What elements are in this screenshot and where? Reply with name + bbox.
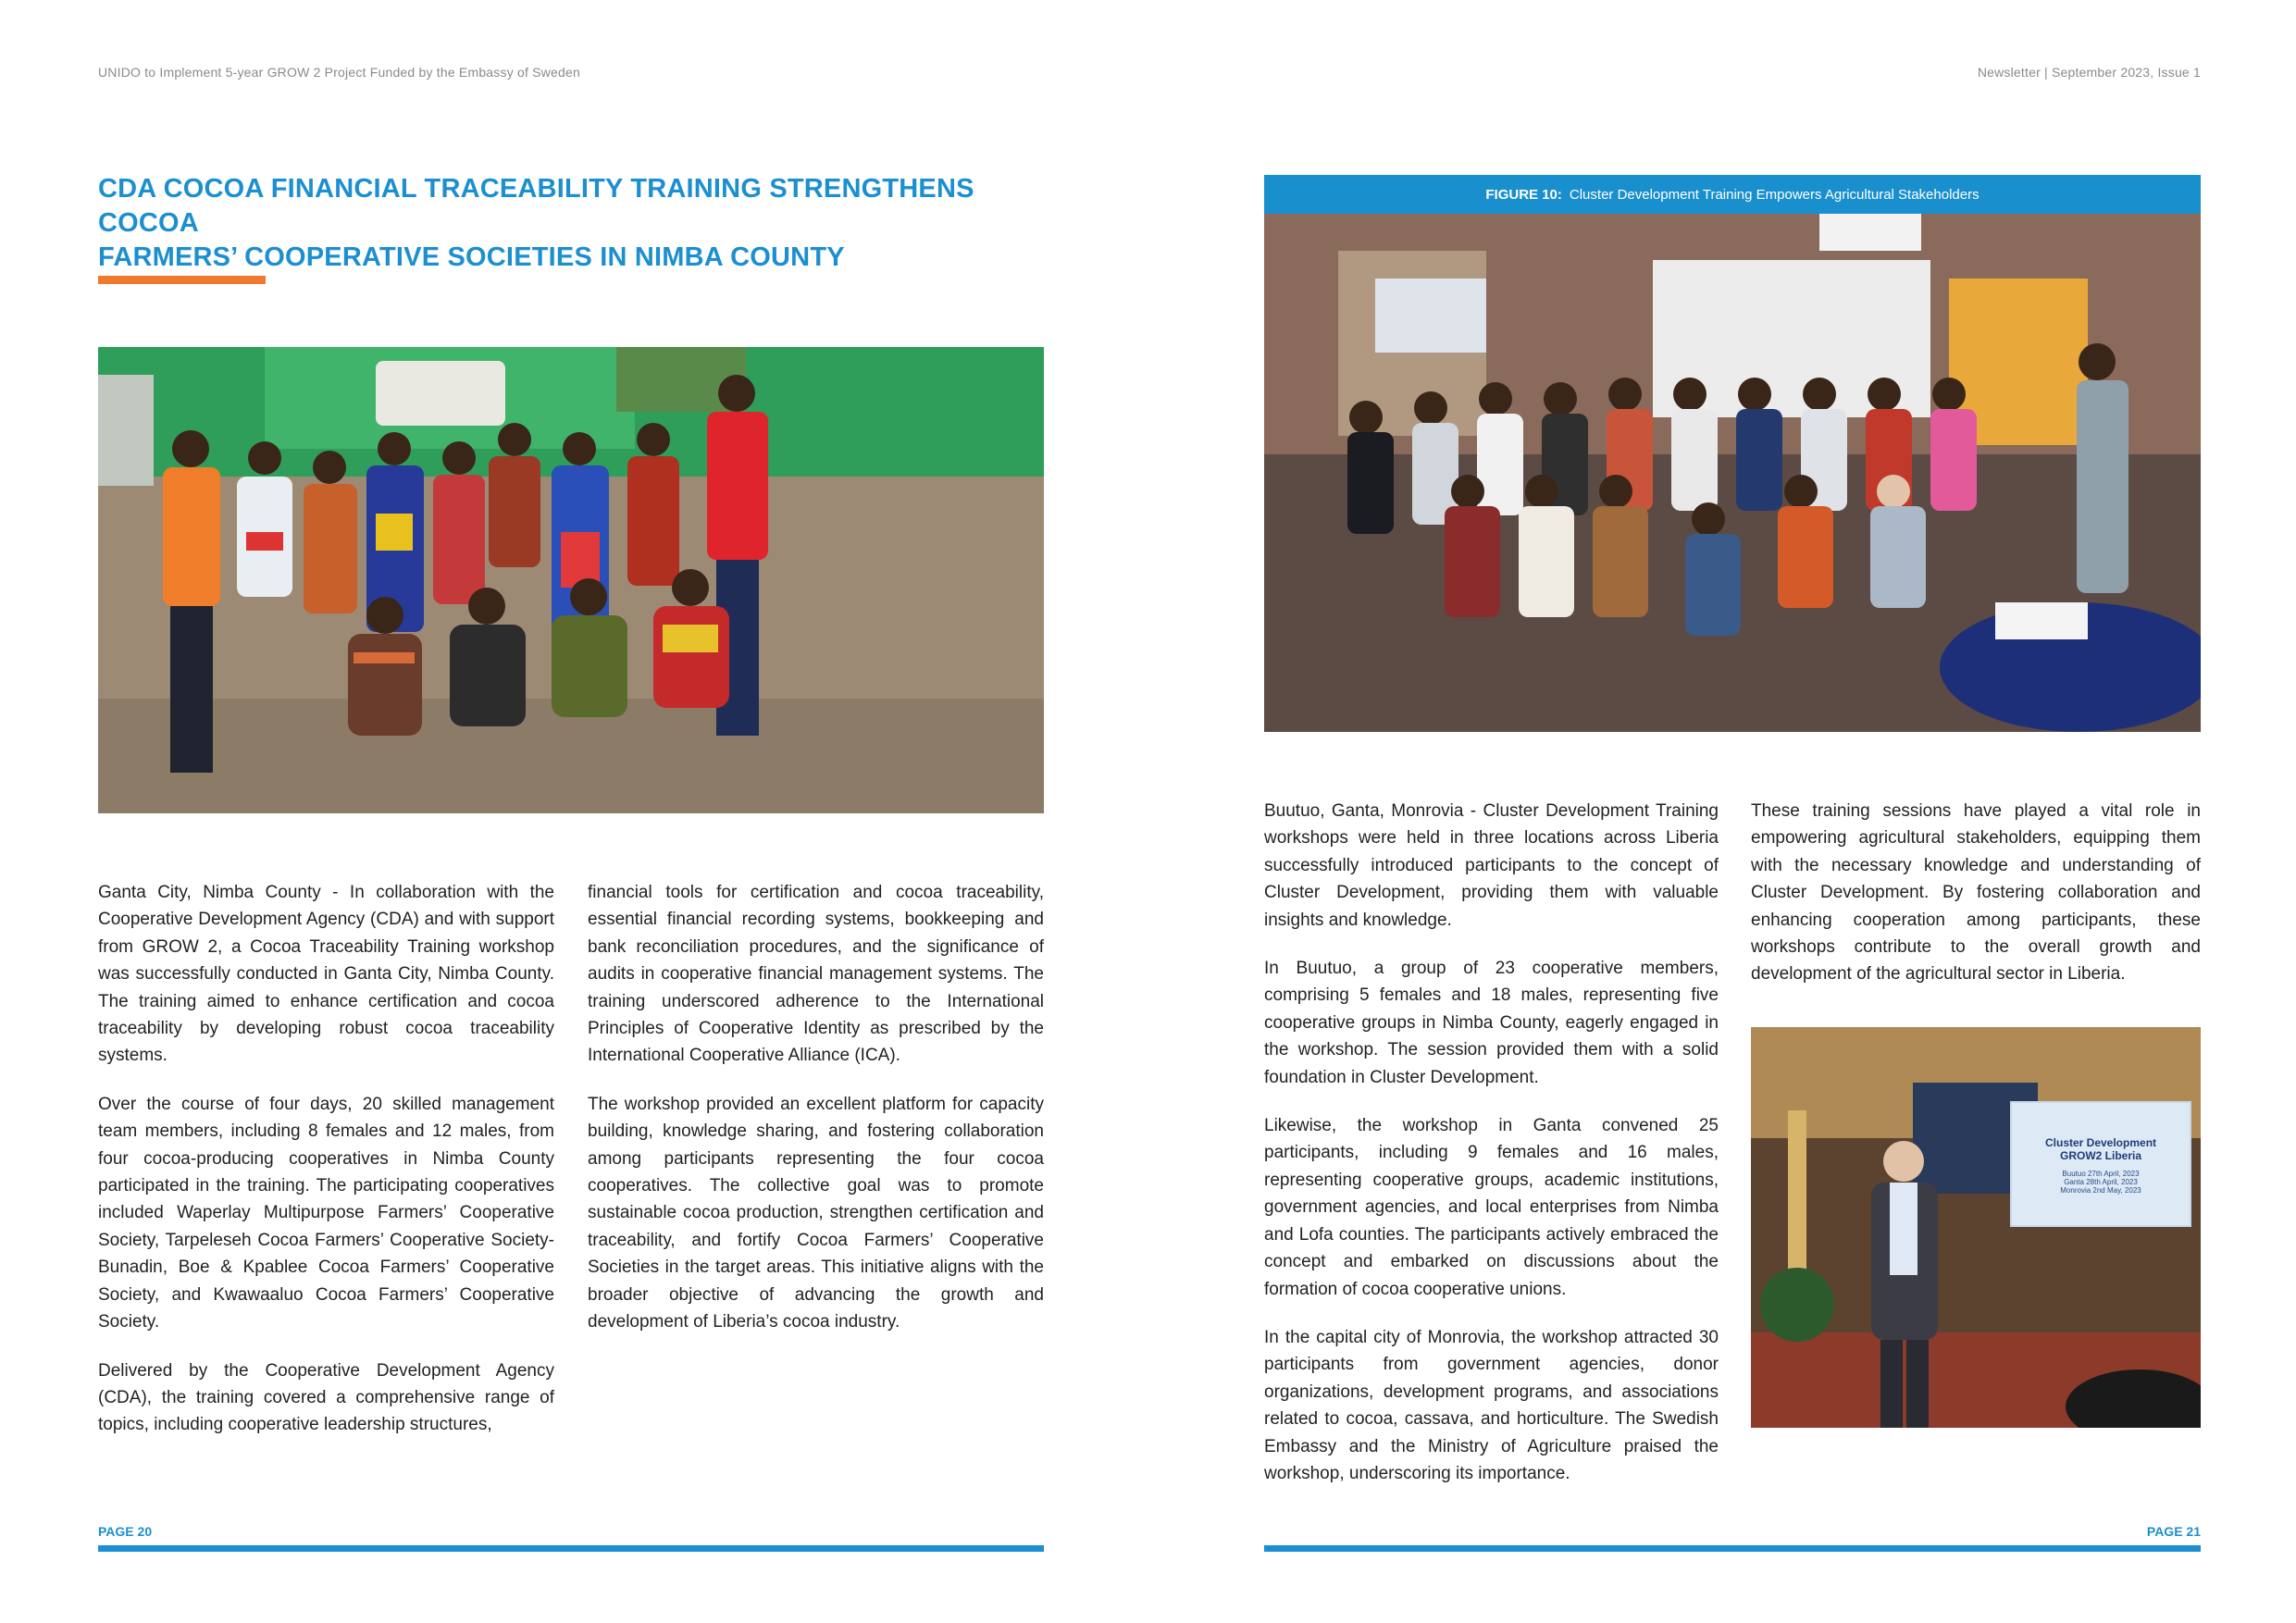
paragraph: Buutuo, Ganta, Monrovia - Cluster Development Training workshops were held in three locations across Liberia successfully introduced participants to the concept of Cluster Development, providing them with valuable insights and knowledge.: [1264, 801, 1719, 930]
article-column-1: [98, 879, 554, 1460]
paragraph: In Buutuo, a group of 23 cooperative members, comprising 5 females and 18 males, representing five cooperative groups in Nimba County, eagerly engaged in the workshop. The session provided them with a solid foundation in Cluster Development.: [1264, 959, 1719, 1087]
projected-slide: [2010, 1101, 2191, 1227]
footer-rule-right: [1264, 1545, 2201, 1552]
paragraph: Delivered by the Cooperative Development Agency (CDA), the training covered a comprehensive range of topics, including cooperative leadership structures,: [98, 1360, 554, 1435]
paragraph: financial tools for certification and cocoa traceability, essential financial recording systems, bookkeeping and bank reconciliation procedures, and the significance of audits in cooperative financial management systems. The training underscored adherence to the International Principles of Cooperative Identity as prescribed by the International Cooperative Alliance (ICA).: [588, 883, 1044, 1066]
slide-title-2: GROW2 Liberia: [2059, 1149, 2141, 1162]
paragraph: The workshop provided an excellent platform for capacity building, knowledge sharing, and fostering collaboration among participants representing the four cocoa cooperatives. The collective goal was to promote sustainable cocoa production, strengthen certification and traceability, and fortify Cocoa Farmers’ Cooperative Societies in the target areas. This initiative aligns with the broader objective of advancing the growth and development of Liberia’s cocoa industry.: [588, 1094, 1044, 1332]
title-line-1: CDA COCOA FINANCIAL TRACEABILITY TRAINING STRENGTHENS COCOA: [98, 174, 974, 238]
article-column-3: [1264, 798, 1719, 1508]
speaker-presentation-photo: [1751, 1027, 2201, 1428]
footer-rule-left: [98, 1545, 1044, 1552]
slide-title-1: Cluster Development: [2044, 1136, 2157, 1149]
paragraph: In the capital city of Monrovia, the workshop attracted 30 participants from government agencies, donor organizations, development programs, and associations related to cocoa, cassava, and horticulture. The Swedish Embassy and the Ministry of Agriculture praised the workshop, underscoring its importance.: [1264, 1327, 1719, 1483]
article-column-2: [588, 879, 1044, 1357]
figure-caption: Cluster Development Training Empowers Agricultural Stakeholders: [1569, 186, 1980, 203]
slide-line-2: Ganta 28th April, 2023: [2064, 1178, 2138, 1186]
running-header-right: Newsletter | September 2023, Issue 1: [1977, 65, 2201, 80]
article-column-4: [1751, 798, 2201, 1010]
page-number-right: PAGE 21: [2146, 1524, 2201, 1539]
cluster-training-group-photo: [1264, 214, 2201, 732]
slide-line-1: Buutuo 27th April, 2023: [2062, 1170, 2140, 1178]
slide-line-3: Monrovia 2nd May, 2023: [2060, 1186, 2141, 1195]
cooperative-group-photo: [98, 347, 1044, 813]
paragraph: Ganta City, Nimba County - In collaboration with the Cooperative Development Agency (CDA) and with support from GROW 2, a Cocoa Traceability Training workshop was successfully conducted in Ganta City, Nimba County. The training aimed to enhance certification and cocoa traceability by developing robust cocoa traceability systems.: [98, 883, 554, 1066]
title-accent-bar: [98, 276, 266, 284]
figure-caption-banner: [1264, 175, 2201, 214]
paragraph: Over the course of four days, 20 skilled management team members, including 8 females and 12 males, from four cocoa-producing cooperatives in Nimba County participated in the training. The participating cooperatives included Waperlay Multipurpose Farmers’ Cooperative Society, Tarpeleseh Cocoa Farmers’ Cooperative Society-Bunadin, Boe & Kpablee Cocoa Farmers’ Cooperative Society, and Kwawaaluo Cocoa Farmers’ Cooperative Society.: [98, 1094, 554, 1332]
figure-label: FIGURE 10:: [1485, 186, 1562, 203]
paragraph: These training sessions have played a vital role in empowering agricultural stakeholders, equipping them with the necessary knowledge and understanding of Cluster Development. By fostering collaboration and enhancing cooperation among participants, these workshops contribute to the overall growth and development of the agricultural sector in Liberia.: [1751, 801, 2201, 985]
article-title: [98, 172, 1024, 275]
paragraph: Likewise, the workshop in Ganta convened 25 participants, including 9 females and 16 males, representing cooperative groups, academic institutions, government agencies, and local enterprises from Nimba and Lofa counties. The participants actively embraced the concept and embarked on discussions about the formation of cocoa cooperative unions.: [1264, 1116, 1719, 1299]
page-number-left: PAGE 20: [98, 1524, 153, 1539]
title-line-2: FARMERS’ COOPERATIVE SOCIETIES IN NIMBA COUNTY: [98, 242, 845, 272]
running-header-left: UNIDO to Implement 5-year GROW 2 Project Funded by the Embassy of Sweden: [98, 65, 580, 80]
